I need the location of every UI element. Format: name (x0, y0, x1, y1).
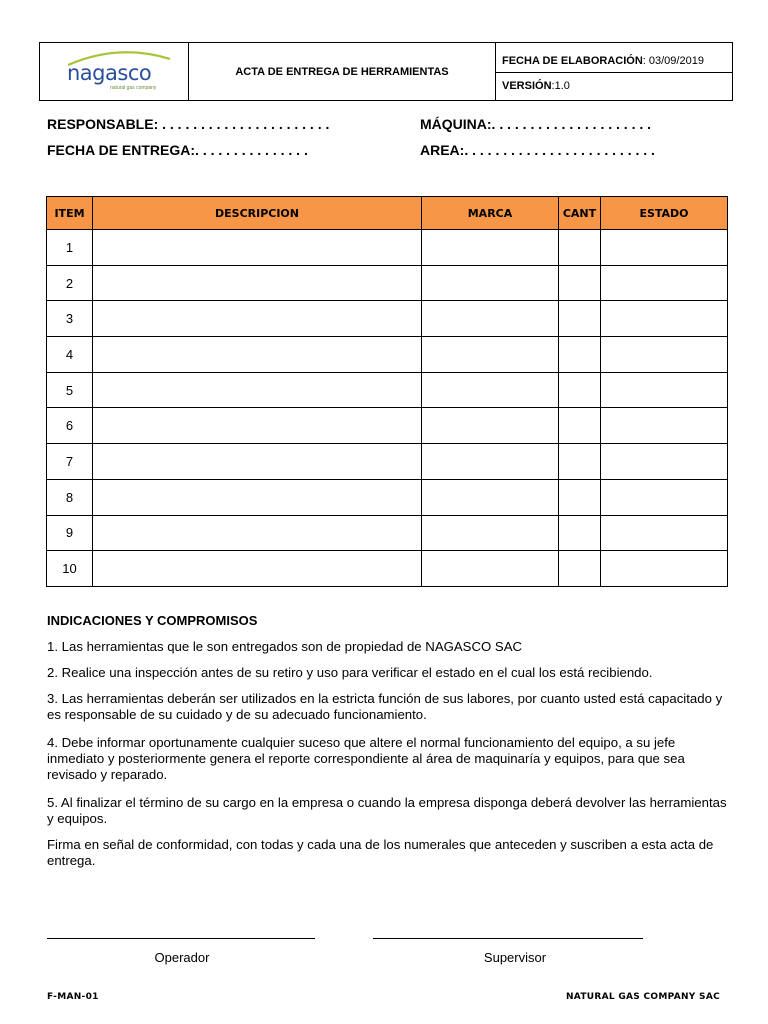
version (502, 80, 570, 92)
cant-cell[interactable] (559, 337, 601, 373)
cant-cell[interactable] (559, 408, 601, 444)
descripcion-cell[interactable] (93, 551, 422, 587)
marca-cell[interactable] (422, 265, 559, 301)
estado-cell[interactable] (601, 444, 728, 480)
version-label: VERSIÓN (502, 80, 552, 92)
responsable-field: RESPONSABLE: . . . . . . . . . . . . . . . . . . . . . . (47, 116, 330, 132)
table-row (47, 479, 728, 515)
estado-cell[interactable] (601, 301, 728, 337)
logo-subtext: natural gas company (110, 85, 157, 91)
indications-title: INDICACIONES Y COMPROMISOS (47, 613, 258, 628)
cant-cell[interactable] (559, 230, 601, 266)
operador-signature-line[interactable] (47, 938, 315, 939)
operador-label: Operador (154, 950, 210, 965)
supervisor-signature-line[interactable] (373, 938, 643, 939)
item-number: 2 (47, 265, 93, 301)
logo-cell (40, 43, 189, 100)
cant-cell[interactable] (559, 551, 601, 587)
cant-cell[interactable] (559, 301, 601, 337)
fecha-elaboracion-label: FECHA DE ELABORACIÓN (502, 55, 643, 67)
descripcion-cell[interactable] (93, 372, 422, 408)
item-number: 3 (47, 301, 93, 337)
table-row (47, 444, 728, 480)
descripcion-cell[interactable] (93, 230, 422, 266)
area-field: AREA:. . . . . . . . . . . . . . . . . . . . . . . . . (420, 142, 655, 158)
table-row (47, 337, 728, 373)
table-row (47, 408, 728, 444)
cant-cell[interactable] (559, 372, 601, 408)
estado-cell[interactable] (601, 230, 728, 266)
company-name: NATURAL GAS COMPANY SAC (565, 992, 720, 1002)
table-row (47, 551, 728, 587)
marca-cell[interactable] (422, 479, 559, 515)
meta-cell (496, 43, 732, 100)
tools-table (46, 196, 728, 587)
item-number: 9 (47, 515, 93, 551)
item-number: 5 (47, 372, 93, 408)
indication-1: 1. Las herramientas que le son entregados son de propiedad de NAGASCO SAC (47, 639, 523, 654)
marca-cell[interactable] (422, 444, 559, 480)
header-estado: ESTADO (601, 197, 728, 230)
logo: nagasco (67, 61, 152, 85)
supervisor-label: Supervisor (483, 950, 547, 965)
table-row (47, 265, 728, 301)
item-number: 6 (47, 408, 93, 444)
indication-4: 4. Debe informar oportunamente cualquier suceso que altere el normal funcionamiento del equipo, a su jefe inmediato y posteriormente genera el reporte correspondiente al área de maquinaría y equipos, para que sea revisado y reparado. (47, 735, 685, 782)
cant-cell[interactable] (559, 479, 601, 515)
cant-cell[interactable] (559, 444, 601, 480)
cant-cell[interactable] (559, 515, 601, 551)
indication-5: 5. Al finalizar el término de su cargo en la empresa o cuando la empresa disponga deberá devolver las herramientas y equipos. (47, 795, 727, 826)
descripcion-cell[interactable] (93, 301, 422, 337)
conformity-statement: Firma en señal de conformidad, con todas y cada una de los numerales que anteceden y suscriben a esta acta de entrega. (47, 837, 714, 868)
version-value: :1.0 (551, 80, 570, 92)
item-number: 10 (47, 551, 93, 587)
item-number: 7 (47, 444, 93, 480)
table-row (47, 230, 728, 266)
header-cant: CANT (559, 197, 601, 230)
fecha-elaboracion-value: : 03/09/2019 (642, 55, 704, 67)
estado-cell[interactable] (601, 265, 728, 301)
document-title: ACTA DE ENTREGA DE HERRAMIENTAS (189, 43, 496, 100)
estado-cell[interactable] (601, 551, 728, 587)
table-row (47, 301, 728, 337)
marca-cell[interactable] (422, 337, 559, 373)
descripcion-cell[interactable] (93, 337, 422, 373)
form-code: F-MAN-01 (47, 992, 99, 1002)
indication-3: 3. Las herramientas deberán ser utilizados en la estricta función de sus labores, por cuanto usted está capacitado y es responsable de su cuidado y de su adecuado funcionamiento. (47, 691, 723, 722)
meta-divider (496, 72, 732, 73)
estado-cell[interactable] (601, 479, 728, 515)
marca-cell[interactable] (422, 230, 559, 266)
descripcion-cell[interactable] (93, 479, 422, 515)
table-row (47, 515, 728, 551)
cant-cell[interactable] (559, 265, 601, 301)
indication-2: 2. Realice una inspección antes de su retiro y uso para verificar el estado en el cual los está recibiendo. (47, 665, 653, 680)
maquina-field: MÁQUINA:. . . . . . . . . . . . . . . . . . . . . (420, 116, 652, 132)
document-header (39, 42, 733, 101)
fecha-elaboracion (502, 55, 704, 67)
marca-cell[interactable] (422, 551, 559, 587)
marca-cell[interactable] (422, 515, 559, 551)
header-marca: MARCA (422, 197, 559, 230)
header-item: ITEM (47, 197, 93, 230)
descripcion-cell[interactable] (93, 515, 422, 551)
item-number: 4 (47, 337, 93, 373)
descripcion-cell[interactable] (93, 265, 422, 301)
estado-cell[interactable] (601, 372, 728, 408)
estado-cell[interactable] (601, 337, 728, 373)
table-header-row (47, 197, 728, 230)
table-row (47, 372, 728, 408)
estado-cell[interactable] (601, 408, 728, 444)
marca-cell[interactable] (422, 408, 559, 444)
header-descripcion: DESCRIPCION (93, 197, 422, 230)
item-number: 1 (47, 230, 93, 266)
marca-cell[interactable] (422, 301, 559, 337)
marca-cell[interactable] (422, 372, 559, 408)
item-number: 8 (47, 479, 93, 515)
estado-cell[interactable] (601, 515, 728, 551)
fecha-entrega-field: FECHA DE ENTREGA:. . . . . . . . . . . . . . . (47, 142, 308, 158)
descripcion-cell[interactable] (93, 408, 422, 444)
descripcion-cell[interactable] (93, 444, 422, 480)
